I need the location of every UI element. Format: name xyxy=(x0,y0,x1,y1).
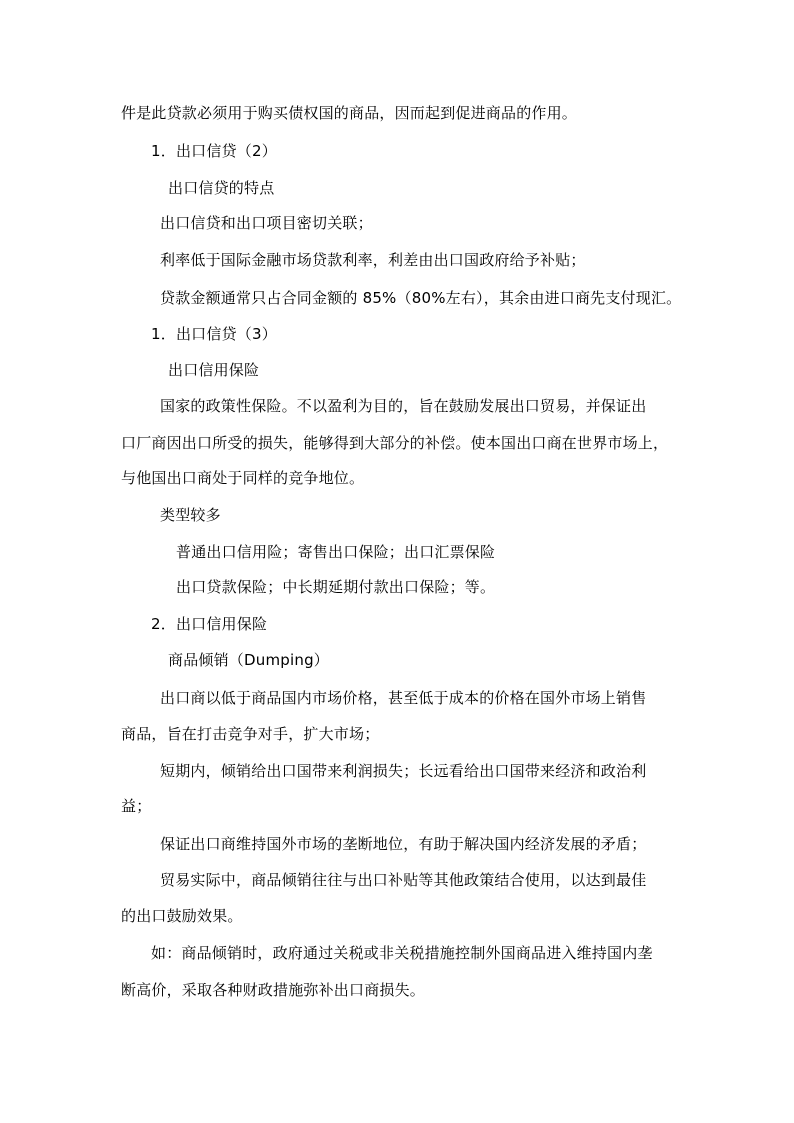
text-line: 出口信贷和出口项目密切关联； xyxy=(160,214,373,232)
text-line: 与他国出口商处于同样的竞争地位。 xyxy=(121,469,365,487)
text-line: 出口商以低于商品国内市场价格，甚至低于成本的价格在国外市场上销售 xyxy=(160,689,647,707)
text-line: 商品，旨在打击竞争对手，扩大市场； xyxy=(121,725,380,743)
text-line: 的出口鼓励效果。 xyxy=(121,907,243,925)
section-heading: 1．出口信贷（2） xyxy=(151,142,277,160)
list-item: 出口贷款保险；中长期延期付款出口保险；等。 xyxy=(176,578,496,596)
subheading: 出口信贷的特点 xyxy=(168,179,275,197)
text-line: 断高价，采取各种财政措施弥补出口商损失。 xyxy=(121,981,426,999)
subheading: 商品倾销（Dumping） xyxy=(168,651,329,669)
section-heading: 2．出口信用保险 xyxy=(151,615,268,633)
section-heading: 1．出口信贷（3） xyxy=(151,325,277,343)
text-line: 利率低于国际金融市场贷款利率，利差由出口国政府给予补贴； xyxy=(160,251,586,269)
text-line: 保证出口商维持国外市场的垄断地位，有助于解决国内经济发展的矛盾； xyxy=(160,835,647,853)
text-line: 国家的政策性保险。不以盈利为目的，旨在鼓励发展出口贸易，并保证出 xyxy=(160,397,647,415)
subheading: 类型较多 xyxy=(160,506,221,524)
text-line: 贷款金额通常只占合同金额的 85%（80%左右），其余由进口商先支付现汇。 xyxy=(160,289,682,307)
text-line: 短期内，倾销给出口国带来利润损失；长远看给出口国带来经济和政治利 xyxy=(160,762,647,780)
text-line: 贸易实际中，商品倾销往往与出口补贴等其他政策结合使用，以达到最佳 xyxy=(160,871,647,889)
text-line: 如：商品倾销时，政府通过关税或非关税措施控制外国商品进入维持国内垄 xyxy=(151,944,653,962)
text-line: 益； xyxy=(121,797,152,815)
subheading: 出口信用保险 xyxy=(168,361,260,379)
text-line: 口厂商因出口所受的损失，能够得到大部分的补偿。使本国出口商在世界市场上， xyxy=(121,434,669,452)
text-line: 件是此贷款必须用于购买债权国的商品，因而起到促进商品的作用。 xyxy=(121,104,578,122)
list-item: 普通出口信用险；寄售出口保险；出口汇票保险 xyxy=(176,543,496,561)
